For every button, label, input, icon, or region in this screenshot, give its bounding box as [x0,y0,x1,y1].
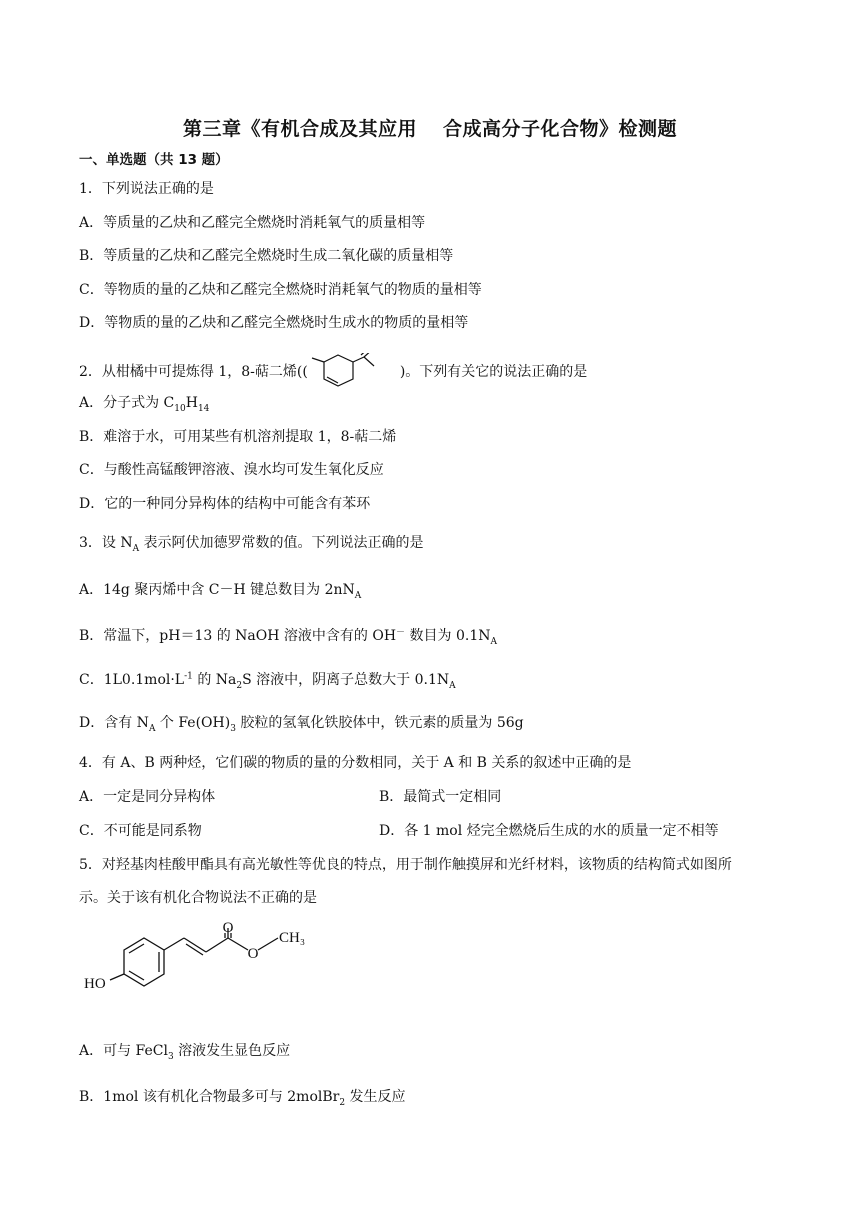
question-3-stem: 3．设 $N_A$ 表示阿伏加德罗常数的值。下列说法正确的是 [79,535,424,554]
question-4-option-c: C．不可能是同系物 [79,823,202,839]
question-1-stem: 1．下列说法正确的是 [79,181,214,197]
question-3-option-d: D．含有 $N_A$ 个 $Fe(OH)_3$ 胶粒的氢氧化铁胶体中，铁元素的质量为 56g [79,715,524,734]
question-1-option-a: A．等质量的乙炔和乙醛完全燃烧时消耗氧气的质量相等 [79,215,426,231]
question-1-option-c: C．等物质的量的乙炔和乙醛完全燃烧时消耗氧气的物质的量相等 [79,282,482,298]
hydroxyl-label: HO [84,976,106,992]
carbonyl-oxygen-label: O [222,922,234,936]
question-3-option-a: A．14g 聚丙烯中含 C－H 键总数目为 $2nN_A$ [79,582,362,601]
question-5-stem-line-2: 示。关于该有机化合物说法不正确的是 [79,890,317,906]
question-3-option-c: C．$1L0.1mol\cdot L^{-1}$ 的 $Na_2S$ 溶液中，阴离子总数大于 $0.1N_A$ [79,671,456,691]
page-title: 第三章《有机合成及其应用 合成高分子化合物》检测题 [182,118,678,140]
question-5-option-a: A．可与 FeCl$_3$ 溶液发生显色反应 [79,1043,291,1062]
question-1-option-b: B．等质量的乙炔和乙醛完全燃烧时生成二氧化碳的质量相等 [79,248,454,264]
question-2-stem: 2．从柑橘中可提炼得 1，8-萜二烯(( )。下列有关它的说法正确的是 [79,353,587,391]
question-1-option-d: D．等物质的量的乙炔和乙醛完全燃烧时生成水的物质的量相等 [79,315,469,331]
question-2-option-c: C．与酸性高锰酸钾溶液、溴水均可发生氧化反应 [79,462,384,478]
question-2-option-a: A．分子式为 $C_{10}H_{14}$ [79,395,210,414]
methyl-label: CH₃ [279,930,306,946]
question-2-option-b: B．难溶于水，可用某些有机溶剂提取 1，8-萜二烯 [79,429,397,445]
question-2-option-d: D．它的一种同分异构体的结构中可能含有苯环 [79,496,371,512]
ester-oxygen-label: O [247,946,259,962]
question-5-stem-line-1: 5．对羟基肉桂酸甲酯具有高光敏性等优良的特点，用于制作触摸屏和光纤材料，该物质的结构简式如图所 [79,857,732,873]
question-5-option-b: B．1mol 该有机化合物最多可与 2molBr$_2$ 发生反应 [79,1089,406,1108]
terpene-structure-icon [308,353,400,391]
question-4-option-d: D．各 1 mol 烃完全燃烧后生成的水的质量一定不相等 [379,823,719,839]
question-3-option-b: B．常温下，pH＝13 的 NaOH 溶液中含有的 OH－ 数目为 $0.1N_A$ [79,627,497,647]
section-heading: 一、单选题（共 13 题） [79,152,229,168]
methyl-hydroxycinnamate-structure-icon [82,922,312,1022]
question-4-option-b: B．最简式一定相同 [379,789,502,805]
question-4-stem: 4．有 A、B 两种烃，它们碳的物质的量的分数相同，关于 A 和 B 关系的叙述中正确的是 [79,755,632,771]
question-4-option-a: A．一定是同分异构体 [79,789,216,805]
